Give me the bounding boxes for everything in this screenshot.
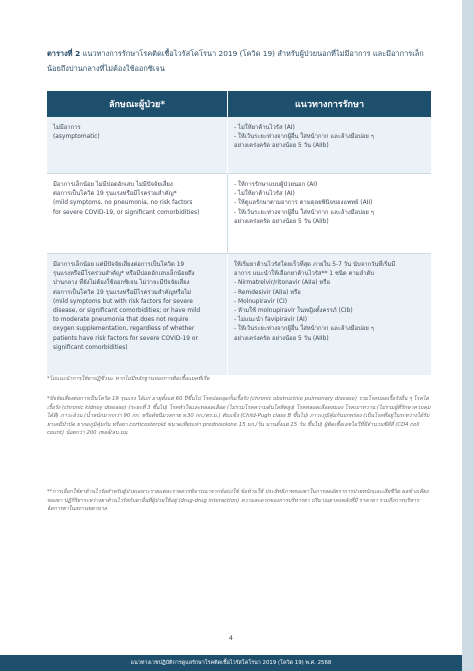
treatment-cell — [228, 174, 432, 254]
cell-line: significant comorbidities) — [53, 344, 128, 351]
footnote-risk-factors: *ปัจจัยเสี่ยงต่อการเป็นโควิด 19 รุนแรง ได้แก่ อายุตั้งแต่ 60 ปีขึ้นไป โรคปอดอุดกั้นเรื้อรัง (chronic obstructive pulmonary disease) รวมโรคปอดเรื้อรังอื่น ๆ โรคไตเรื้อรัง (chronic kidney disease) (ระยะที่ 3 ขึ้นไป) โรคหัวใจและหลอดเลือด (ไม่รวมโรคความดันโลหิตสูง) โรคหลอดเลือดสมอง โรคเบาหวาน (ไม่รวมผู้ที่รักษาควบคุมได้ดี) ภาวะอ้วน (น้ำหนักมากกว่า 90 กก. หรือดัชนีมวลกาย ≥30 กก./ตร.ม.) ตับแข็ง (Child-Pugh class B ขึ้นไป) ภาวะภูมิคุ้มกันบกพร่อง (เป็นโรคที่อยู่ในระหว่างได้รับยาเคมีบำบัด ยากดภูมิคุ้มกัน หรือยา corticosteroid ขนาดเทียบเท่า prednisolone 15 มก./วัน นานตั้งแต่ 15 วัน ขึ้นไป) ผู้ติดเชื้อเอชไอวีที่มีจำนวนซีดีสี่ (CD4 cell count) น้อยกว่า 200 เซลล์/ลบ.มม. — [47, 396, 431, 437]
table-row-mild-with-risk — [47, 254, 431, 376]
cell-line: มีอาการเล็กน้อย แต่มีปัจจัยเสี่ยงต่อการเป็นโควิด 19 — [53, 262, 185, 268]
cell-line: - ไม่ให้ยาต้านไวรัส (AI) — [234, 125, 295, 131]
cell-line: - Molnupiravir (CI) — [234, 298, 288, 305]
cell-line: (asymptomatic) — [53, 134, 100, 141]
patient-cell — [47, 117, 228, 174]
cell-line: ไม่มีอาการ — [53, 125, 81, 131]
cell-line: มีอาการเล็กน้อย ไม่มีปอดอักเสบ ไม่มีปัจจัยเสี่ยง — [53, 182, 173, 188]
page-number: 4 — [228, 634, 234, 642]
cell-line: ให้เริ่มยาต้านไวรัสโดยเร็วที่สุด ภายใน 5-7 วัน นับจากวันที่เริ่มมี — [234, 262, 396, 268]
cell-line: (mild symptoms but with risk factors for severe — [53, 298, 193, 305]
cell-line: - ให้เว้นระยะห่างจากผู้อื่น ใส่หน้ากาก และล้างมือบ่อย ๆ — [234, 326, 374, 333]
cell-line: - ไม่ให้ยาต้านไวรัส (AI) — [234, 191, 295, 198]
cell-line: - ให้ดูแลรักษาตามอาการ ตามดุลยพินิจของแพทย์ (AII) — [234, 200, 373, 207]
cell-line: ต่อการเป็นโควิด 19 รุนแรงหรือมีโรคร่วมสำคัญ* — [53, 191, 177, 198]
table-row-mild-no-risk — [47, 174, 431, 254]
cell-line: ปานกลาง ที่ยังไม่ต้องใช้ออกซิเจน ไม่ว่าจะมีปัจจัยเสี่ยง — [53, 280, 190, 287]
footnote-antibiotics: *ไม่แนะนำการให้ยาปฏิชีวนะ หากไม่มีหลักฐานของการติดเชื้อแบคทีเรีย — [47, 376, 210, 382]
cell-line: to moderate pneumonia that does not require — [53, 317, 189, 324]
patient-cell — [47, 254, 228, 376]
treatment-cell — [228, 254, 432, 376]
cell-line: - ห้ามใช้ molnupiravir ในหญิงตั้งครรภ์ (CIb) — [234, 308, 353, 315]
cell-line: อย่างเคร่งครัด อย่างน้อย 5 วัน (AIIb) — [234, 143, 329, 150]
page-footer: แนวทางเวชปฏิบัติการดูแลรักษาโรคติดเชื้อไวรัสโคโรนา 2019 (โควิด 19) พ.ศ. 2568 — [0, 655, 462, 671]
footnote-antiviral-selection: **การเลือกใช้ยาต้านไวรัสสำหรับผู้ป่วยเฉพาะรายแต่ละรายควรพิจารณาจากข้อบ่งใช้ ข้อห้ามใช้ ประสิทธิภาพของยาในการลดอัตราการป่วยหนักและเสียชีวิต ผลข้างเคียงของยา ปฏิกิริยาระหว่างยาต้านไวรัสกับยาอื่นที่ผู้ป่วยใช้อยู่ (drug-drug interaction) ความสะดวกของการบริหารยา ปริมาณยาคงคลังที่มี ราคายา รวมถึงการบริหารจัดการยาในสถานพยาบาล — [47, 489, 429, 513]
cell-line: - ให้การรักษาแบบผู้ป่วยนอก (AI) — [234, 182, 318, 188]
cell-line: (mild symptoms, no pneumonia, no risk factors — [53, 200, 193, 207]
cell-line: oxygen supplementation, regardless of whether — [53, 326, 195, 333]
treatment-cell — [228, 117, 432, 174]
cell-line: ต่อการเป็นโควิด 19 รุนแรงหรือมีโรคร่วมสำคัญหรือไม่ — [53, 289, 192, 296]
cell-line: อาการ แนะนำให้เลือกยาต้านไวรัส** 1 ชนิด ตามลำดับ — [234, 271, 375, 278]
cell-line: อย่างเคร่งครัด อย่างน้อย 5 วัน (AIIb) — [234, 218, 329, 225]
table-caption-text: แนวทางการรักษาโรคติดเชื้อไวรัสโคโรนา 2019 (โควิด 19) สำหรับผู้ป่วยนอกที่ไม่มีอาการ และมีอาการเล็กน้อยถึงปานกลางที่ไม่ต้องใช้ออกซิเจน — [47, 49, 424, 73]
patient-cell — [47, 174, 228, 254]
treatment-table — [47, 91, 431, 375]
cell-line: - ให้เว้นระยะห่างจากผู้อื่น ใส่หน้ากาก และล้างมือบ่อย ๆ — [234, 134, 374, 141]
cell-line: - Remdesivir (AIIa) หรือ — [234, 289, 301, 296]
table-row-asymptomatic — [47, 117, 431, 174]
cell-line: รุนแรงหรือมีโรคร่วมสำคัญ* หรือมีปอดอักเสบเล็กน้อยถึง — [53, 271, 195, 278]
cell-line: - ไม่แนะนำ favipiravir (AI) — [234, 317, 308, 324]
cell-line: - Nirmatrelvir/ritonavir (AIIa) หรือ — [234, 280, 330, 287]
header-treatment-guideline: แนวทางการรักษา — [228, 91, 432, 117]
table-caption-label: ตารางที่ 2 — [47, 49, 81, 58]
cell-line: disease, or significant comorbidities; or have mild — [53, 308, 201, 315]
cell-line: for severe COVID-19, or significant comorbidities) — [53, 209, 200, 216]
cell-line: อย่างเคร่งครัด อย่างน้อย 5 วัน (AIIb) — [234, 335, 329, 342]
cell-line: patients have risk factors for severe COVID-19 or — [53, 335, 198, 342]
side-band — [462, 0, 474, 671]
cell-line: - ให้เว้นระยะห่างจากผู้อื่น ใส่หน้ากาก และล้างมือบ่อย ๆ — [234, 209, 374, 216]
table-caption — [47, 46, 432, 76]
header-patient-characteristics: ลักษณะผู้ป่วย* — [47, 91, 228, 117]
